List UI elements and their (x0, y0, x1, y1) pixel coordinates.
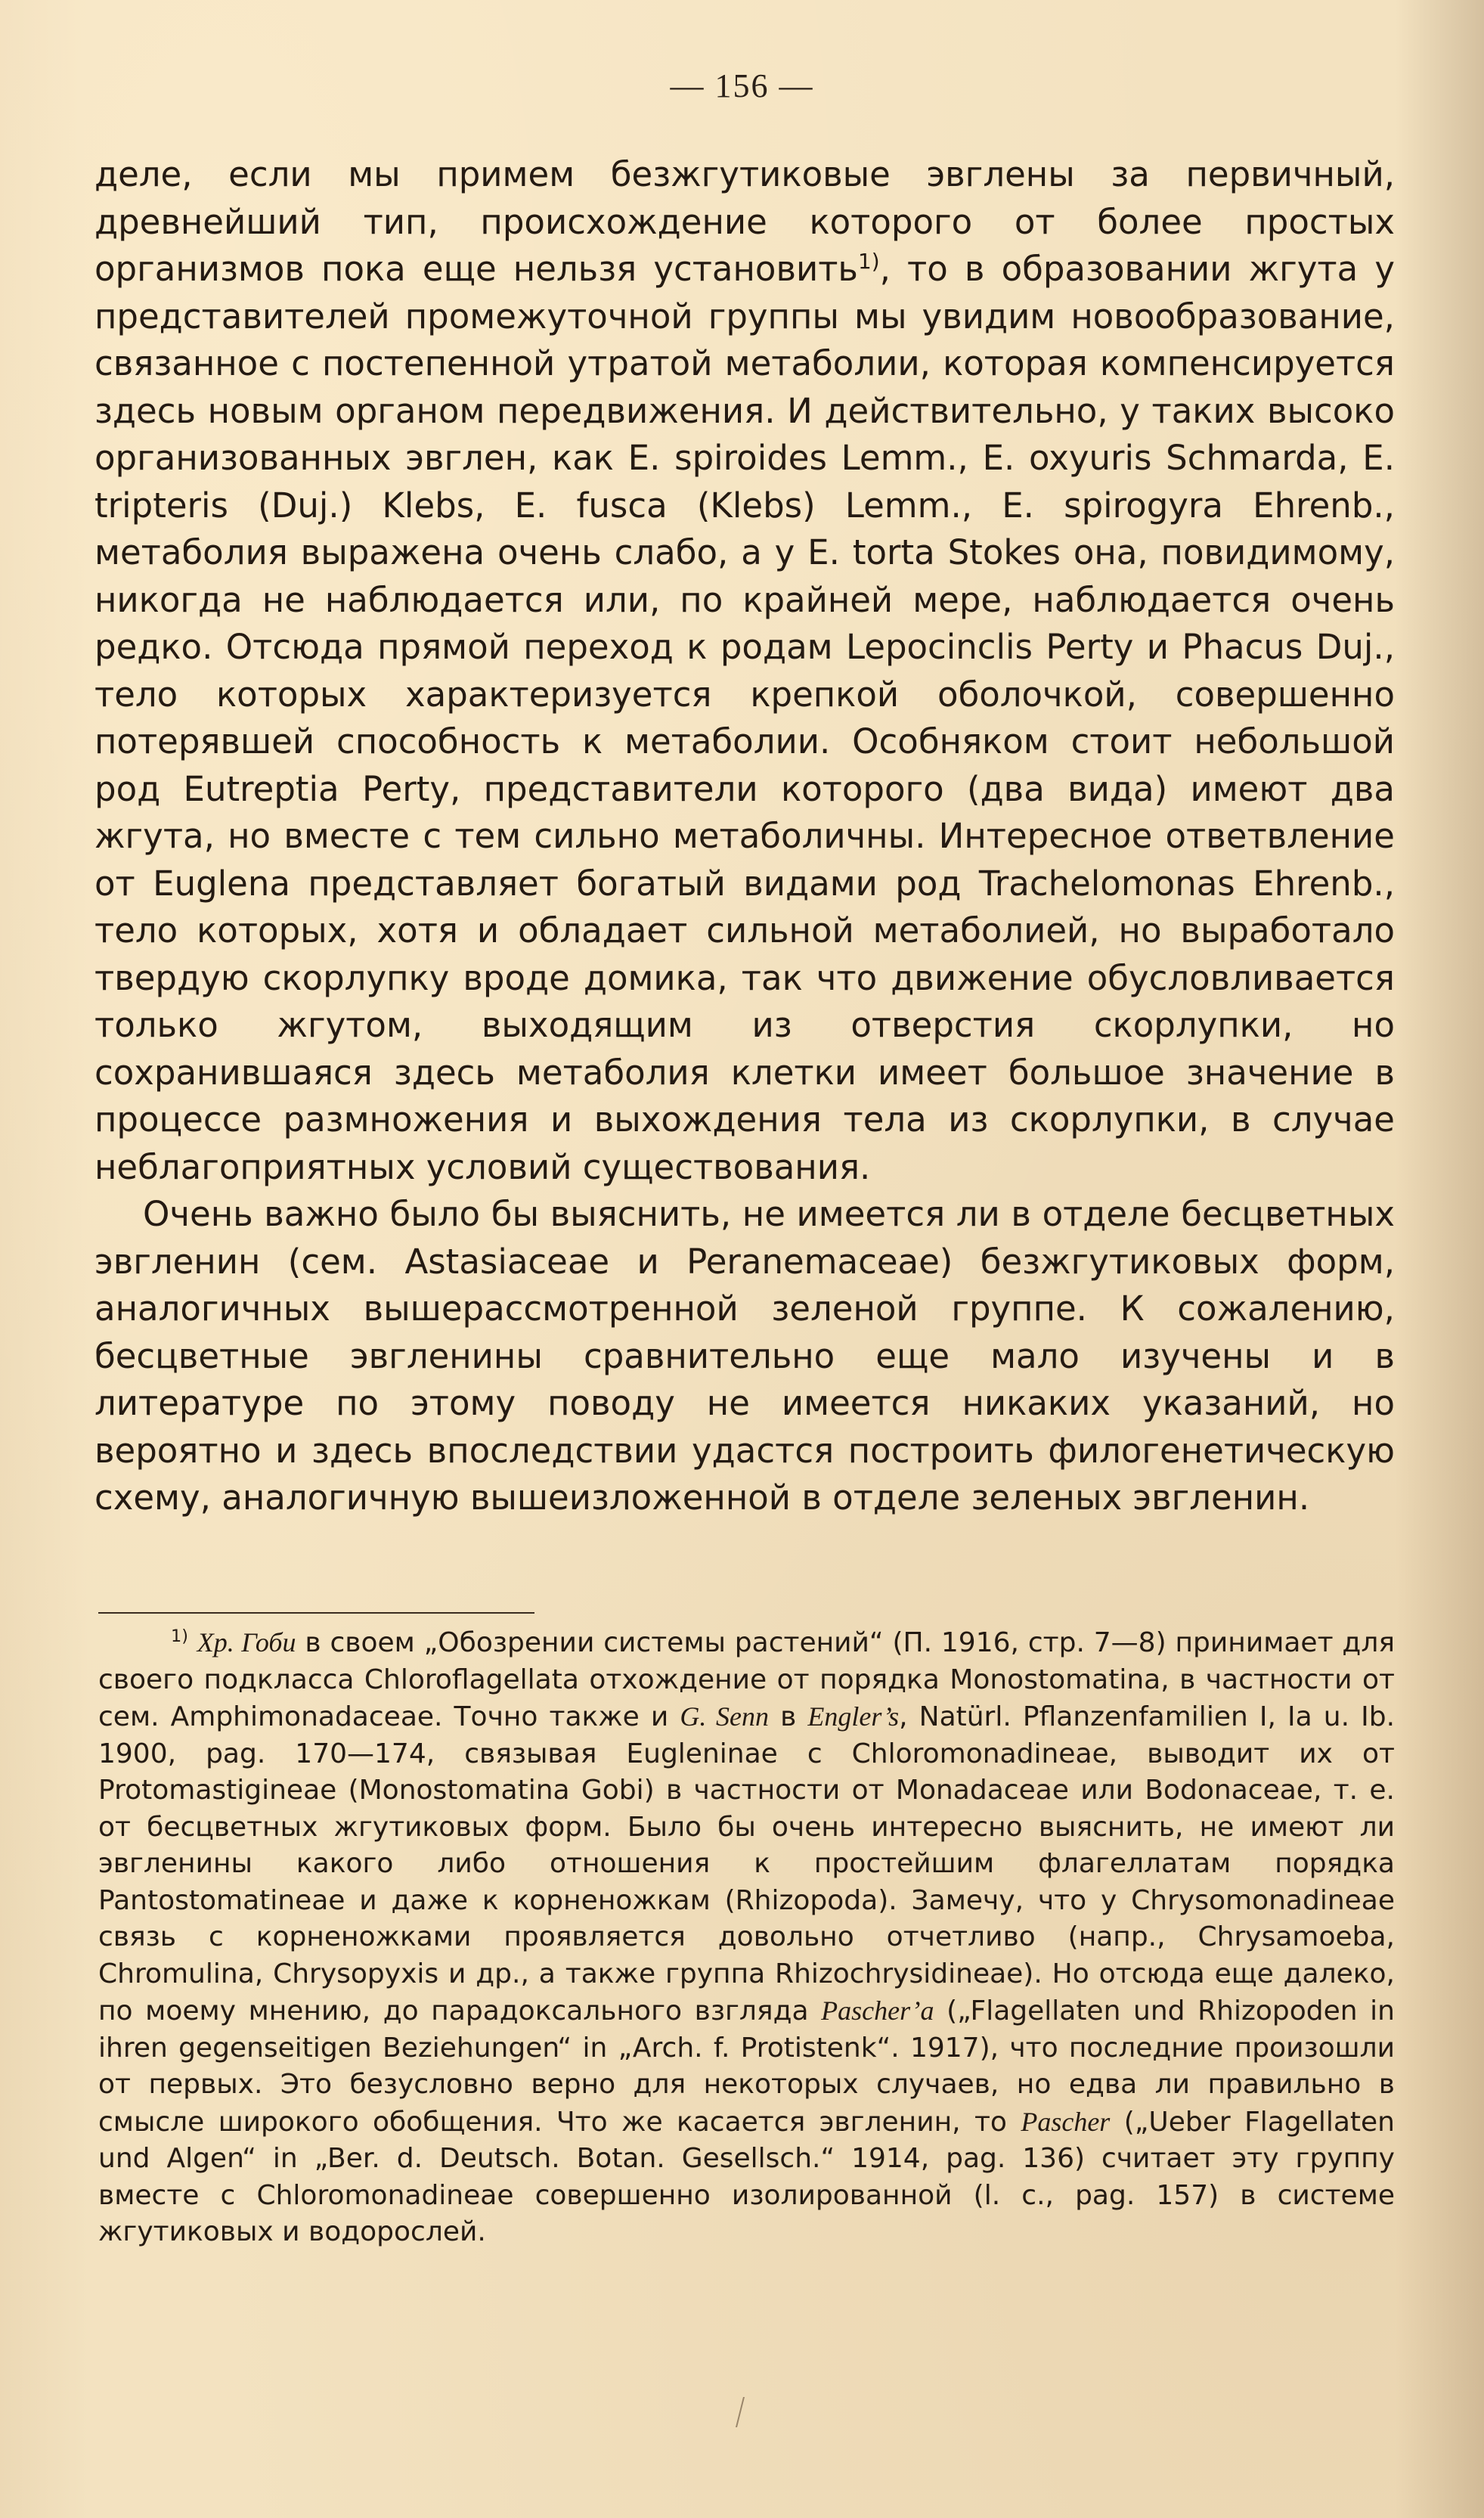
footnote-text-2: в (769, 1701, 808, 1732)
paragraph-1 (94, 151, 1395, 1191)
footnote-text (98, 1624, 1395, 2251)
footnote-author-engler: Engler’s (807, 1701, 900, 1732)
footnote-author-pascher: Pascher (1021, 2106, 1111, 2137)
page-number: — 156 — (670, 67, 814, 104)
footnote-text-4: („Flagellaten und Rhizopoden in ihren gegenseitigen Beziehungen“ in „Arch. f. Protistenk“. 1917), что последние произошли от первых. Это безусловно верно для некоторых случаев, но едва ли правильно в смысле широкого обобщения. Что же касается эвгленин, то (98, 1995, 1395, 2138)
footnote-author-senn: G. Senn (680, 1701, 770, 1732)
footnote (98, 1624, 1395, 2251)
paragraph-1-part-2: , то в образовании жгута у представителей промежуточной группы мы увидим новообразование, связанное с постепенной утратой метаболии, которая компенсируется здесь новым органом передвижения. И действительно, у таких высоко организованных эвглен, как E. spiroides Lemm., E. oxyuris Schmarda, E. tripteris (Duj.) Klebs, E. fusca (Klebs) Lemm., E. spirogyra Ehrenb., метаболия выражена очень слабо, а у E. torta Stokes она, повидимому, никогда не наблюдается или, по крайней мере, наблюдается очень редко. Отсюда прямой переход к родам Lepocinclis Perty и Phacus Duj., тело которых характеризуется крепкой оболочкой, совершенно потерявшей способность к метаболии. Особняком стоит небольшой род Eutreptia Perty, представители которого (два вида) имеют два жгута, но вместе с тем сильно метаболичны. Интересное ответвление от Euglena представляет богатый видами род Trachelomonas Ehrenb., тело которых, хотя и обладает сильной метаболией, но выработало твердую скорлупку вроде домика, так что движение обусловливается только жгутом, выходящим из отверстия скорлупки, но сохранившаяся здесь метаболия клетки имеет большое значение в процессе размножения и выхождения тела из скорлупки, в случае неблагоприятных условий существования. (94, 249, 1395, 1187)
footnote-divider (98, 1612, 534, 1614)
paragraph-1-part-1: деле, если мы примем безжгутиковые эвглены за первичный, древнейший тип, происхождение которого от более простых организмов пока еще нельзя установить (94, 154, 1395, 289)
main-text (94, 151, 1395, 1522)
footnote-marker: 1) (171, 1626, 188, 1646)
pencil-mark (736, 2397, 749, 2427)
footnote-reference: 1) (857, 249, 880, 274)
footnote-author-gobi: Хр. Гоби (197, 1627, 296, 1657)
footnote-text-1: в своем „Обозрении системы растений“ (П. 1916, стр. 7—8) принимает для своего подкласса Chloroflagellata отхождение от порядка Monostomatina, в частности от сем. Amphimonadaceae. Точно также и (98, 1627, 1395, 1732)
paragraph-2: Очень важно было бы выяснить, не имеется ли в отделе бесцветных эвгленин (сем. Astasiaceae и Peranemaceae) безжгутиковых форм, аналогичных вышерассмотренной зеленой группе. К сожалению, бесцветные эвгленины сравнительно еще мало изучены и в литературе по этому поводу не имеется никаких указаний, но вероятно и здесь впоследствии удастся построить филогенетическую схему, аналогичную вышеизложенной в отделе зеленых эвгленин. (94, 1194, 1395, 1518)
footnote-text-3: , Natürl. Pflanzenfamilien I, Ia u. Ib. 1900, pag. 170—174, связывая Eugleninae с Chloromonadineae, выводит их от Protomastigineae (Monostomatina Gobi) в частности от Monadaceae или Bodonaceae, т. е. от бесцветных жгутиковых форм. Было бы очень интересно выяснить, не имеют ли эвгленины какого либо отношения к простейшим флагеллатам порядка Pantostomatineae и даже к корненожкам (Rhizopoda). Замечу, что у Chrysomonadineae связь с корненожками проявляется довольно отчетливо (напр., Chrysamoeba, Chromulina, Chrysopyxis и др., а также группа Rhizochrysidineae). Но отсюда еще далеко, по моему мнению, до парадоксального взгляда (98, 1701, 1396, 2026)
footnote-author-pascher-a: Pascher’a (821, 1995, 934, 2026)
footnote-text-5: („Ueber Flagellaten und Algen“ in „Ber. d. Deutsch. Botan. Gesellsch.“ 1914, pag. 136) считает эту группу вместе с Chloromonadineae совершенно изолированной (l. c., pag. 157) в системе жгутиковых и водорослей. (98, 2106, 1395, 2247)
